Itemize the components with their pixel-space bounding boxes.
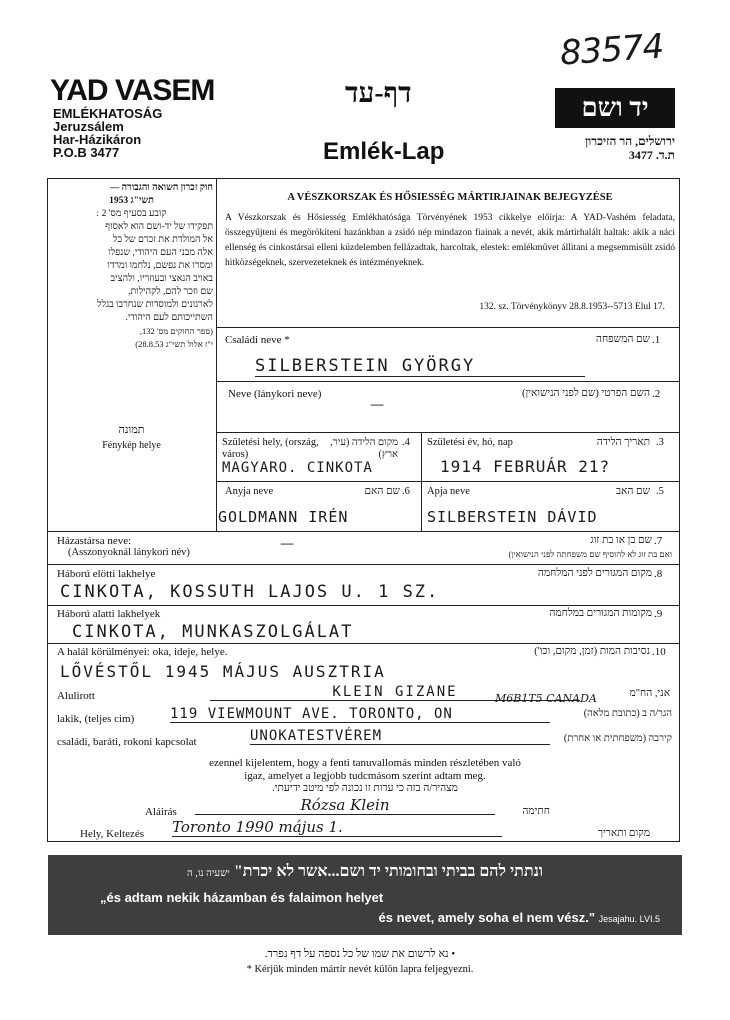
declaration-body: A Vészkorszak és Hősiesség Emlékhatósága Törvényének 1953 cikkelye előírja: A YAD-Vashém feladata, összegyűjteni és megörökíteni hazánkban a zsidó nép mindazon fiainak a nevét, akik mártirhalált haltak: akik a náci ellenség és cinkostársai elleni küzdelemben fellázadtak, harcoltak, elestek: emlékművet állitani a megsemmisült zsidó hitközségeknek, szervezeteknek és intézményeknek. [225, 213, 675, 268]
declaration-title: A VÉSZKORSZAK ÉS HŐSIESSÉG MÁRTIRJAINAK BEJEGYZÉSE [287, 192, 613, 203]
statement-line-2: igaz, amelyet a legjobb tudcmásom szerint adtam meg. [244, 770, 486, 782]
address-label-hebrew: הגר/ה ב (כתובת מלאה) [583, 708, 672, 719]
field-number: .4 [402, 437, 410, 448]
logo-address [555, 134, 675, 162]
row-divider [217, 432, 680, 433]
law-line: תשי"ג 1953 [109, 196, 154, 206]
field-number: .7 [654, 535, 663, 547]
footer-note-hebrew: • נא לרשום את שמו של כל נספה על דף נפרד. [264, 948, 456, 960]
mother-name-value: GOLDMANN IRÉN [218, 508, 349, 526]
given-name-value: — [370, 397, 384, 413]
field-label-spouse: Házastársa neve: [57, 535, 132, 547]
archive-stamp-number: 83574 [558, 26, 665, 74]
page-title: Emlék-Lap [323, 138, 445, 165]
field-label-death-circumstances: A halál körülményei: oka, ideje, helye. [57, 646, 228, 658]
field-label-prewar-residence: Háború elötti lakhelye [57, 568, 156, 580]
address-label: lakik, (teljes cim) [57, 713, 135, 725]
place-date-label: Hely, Keltezés [80, 828, 145, 840]
law-line: השתייכותם לעם היהודי. [125, 313, 213, 323]
law-line: באויב הנאצי ובעוזריו, ולהציב [110, 274, 213, 284]
law-line: לארגונים ולמוסדות שנחרבו בגלל [97, 300, 213, 310]
field-label-mother-name: Anyja neve [225, 486, 274, 497]
field-number: .3 [656, 437, 664, 448]
org-sub-2: Jeruzsálem [53, 119, 124, 134]
law-line: י"ז אלול תשי"ג 28.8.53) [135, 339, 213, 349]
place-date-value: Toronto 1990 május 1. [172, 818, 502, 837]
law-line: שם וזכר להם, לקהילות, [128, 287, 213, 297]
logo-address-line-1: ירושלים, הר הזיכרון [585, 134, 675, 148]
footer-quote-hebrew [60, 863, 670, 881]
field-label-he-given-name: השם הפרטי (שם לפני הנישואין) [522, 388, 650, 399]
field-label-he-father-name: שם האב [615, 486, 650, 497]
wartime-residence-value: CINKOTA, MUNKASZOLGÁLAT [72, 622, 354, 642]
family-name-value: SILBERSTEIN GYÖRGY [255, 356, 585, 377]
law-line: אלה מבני העם היהודי, שנפלו [108, 248, 213, 258]
row-divider [47, 643, 680, 644]
signature-label: Aláirás [145, 806, 177, 818]
undersigned-name-value: KLEIN GIZANE [210, 684, 580, 701]
field-label-he-mother-name: שם האם [364, 486, 400, 497]
signature-value: Rózsa Klein [195, 796, 495, 815]
birth-date-value: 1914 FEBRUÁR 21? [440, 457, 611, 476]
law-text [50, 182, 213, 351]
field-label-father-name: Apja neve [427, 486, 470, 497]
father-name-value: SILBERSTEIN DÁVID [427, 508, 598, 526]
org-sub-1: EMLÉKHATOSÁG [53, 106, 163, 121]
field-label-he-wartime-residence: מקומות המגורים במלחמה [549, 608, 652, 619]
field-number: .8 [654, 568, 663, 580]
relation-value: UNOKATESTVÉREM [250, 728, 550, 745]
org-sub-4: P.O.B 3477 [53, 145, 120, 160]
org-address [53, 107, 162, 159]
relation-label: családi, baráti, rokoni kapcsolat [57, 736, 197, 748]
address-value: 119 VIEWMOUNT AVE. TORONTO, ON [170, 706, 550, 723]
signature-label-hebrew: חתימה [522, 806, 550, 817]
field-number: .6 [402, 486, 410, 497]
law-line: (ספר החוקים מס' 132, [139, 326, 213, 336]
field-label-he-birth-date: תאריך הלידה [596, 437, 650, 448]
org-name: YAD VASEM [50, 74, 215, 107]
footer-note: * Kérjük minden mártir nevét külön lapra feljegyezni. [246, 964, 474, 975]
undersigned-label: Alulirott [57, 690, 95, 702]
field-label-he-spouse-note: ואם בת זוג לא להוסיף שם משפחתה לפני הנישואין) [508, 549, 672, 559]
footer-quote-line-1: „és adtam nekik házamban és falaimon helyet [100, 890, 384, 905]
logo-address-line-2: ת.ד. 3477 [628, 148, 675, 162]
field-label-given-name: Neve (lánykori neve) [228, 388, 322, 400]
field-number: .2 [652, 388, 661, 400]
photo-label-hebrew: תמונה [118, 424, 145, 436]
field-number: .5 [656, 486, 664, 497]
field-number: .1 [652, 334, 661, 346]
field-label-he-family-name: שם המשפחה [595, 334, 650, 345]
row-divider [217, 481, 680, 482]
row-divider [47, 564, 680, 565]
prewar-residence-value: CINKOTA, KOSSUTH LAJOS U. 1 SZ. [60, 582, 440, 602]
field-label-family-name: Családi neve * [225, 334, 290, 346]
law-line: אל המולדת את זכרם של כל [113, 235, 213, 245]
row-divider [47, 605, 680, 606]
footer-quote-hebrew-ref: ישעיה נו, ה [187, 868, 230, 879]
place-date-label-hebrew: מקום ותאריך [597, 828, 650, 839]
org-sub-3: Har-Házikáron [53, 132, 142, 147]
death-circumstances-value: LŐVÉSTŐL 1945 MÁJUS AUSZTRIA [60, 662, 386, 681]
spouse-value: — [280, 536, 294, 552]
field-label-wartime-residence: Háború alatti lakhelyek [57, 608, 161, 620]
statement-line-1: ezennel kijelentem, hogy a fenti tanuvallomás minden részletében való [209, 757, 521, 769]
field-label-spouse-note: (Asszonyoknál lánykori név) [68, 547, 190, 558]
yad-vashem-logo: יד ושם [555, 88, 675, 128]
field-label-birth-date: Születési év, hó, nap [427, 437, 513, 448]
statement-hebrew: מצהיר/ה בזה כי עדות זו נכונה לפי מיטב ידיעתי. [272, 783, 458, 794]
field-number: .10 [652, 646, 666, 658]
birth-place-value: MAGYARO. CINKOTA [222, 460, 373, 476]
footer-quote-hebrew-text: ונתתי להם בביתי ובחומותי יד ושם...אשר לא יכרת" [233, 863, 543, 880]
footer-quote-ref: Jesajahu. LVI.5 [598, 914, 660, 924]
row-divider [47, 531, 680, 532]
relation-label-hebrew: קירבה (משפחתית או אחרת) [563, 733, 672, 744]
field-number: .9 [654, 608, 663, 620]
address-extra-value: M6B1T5 CANADA [495, 692, 597, 705]
declaration-citation: 132. sz. Törvénykönyv 28.8.1953--5713 Elul 17. [479, 302, 665, 312]
field-label-he-prewar-residence: מקום המגורים לפני המלחמה [537, 568, 652, 579]
law-line: תפקידו של יד-ושם הוא לאסוף [105, 222, 213, 232]
photo-label: Fénykép helye [102, 440, 161, 451]
law-line: חוק זכרון השואה והגבורה — [109, 183, 213, 193]
page-title-hebrew: דף-עד [345, 78, 412, 109]
field-label-he-birth-place: מקום הלידה (עיר, ארץ) [330, 437, 398, 460]
footer-quote-line-2-text: és nevet, amely soha el nem vész." [378, 910, 595, 925]
law-line: קובע בסעיף מס' 2 : [96, 209, 167, 219]
footer-quote-line-2 [60, 910, 660, 925]
undersigned-label-hebrew: אני, הח"מ [629, 688, 670, 699]
field-label-he-death-circumstances: נסיבות המות (זמן, מקום, וכו') [534, 646, 650, 657]
row-divider [217, 381, 680, 382]
law-line: ומסרו את נפשם, נלחמו ומרדו [107, 261, 213, 271]
row-divider [217, 327, 680, 328]
field-label-he-spouse: שם בן או בת זוג [590, 535, 652, 546]
field-label-birth-place: Születési hely, (ország, város) [222, 437, 319, 460]
